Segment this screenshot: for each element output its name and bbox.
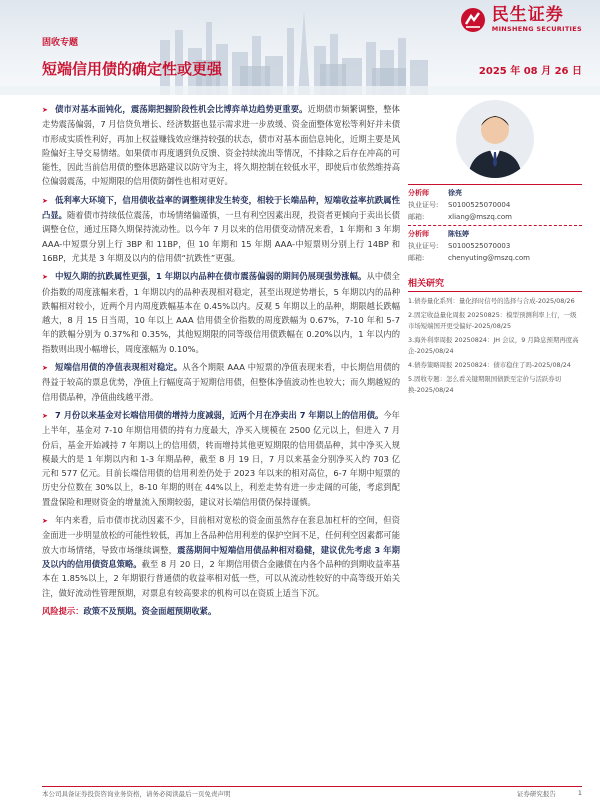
header-banner <box>0 0 600 95</box>
bullet-arrow-icon: ➤ <box>42 106 48 114</box>
bullet-arrow-icon: ➤ <box>42 364 48 373</box>
logo-cn-text: 民生证券 <box>491 5 564 25</box>
paragraph-6 <box>42 513 400 600</box>
bullet-arrow-icon: ➤ <box>42 273 48 282</box>
related-item[interactable]: 5.固收专题：怎么看关键期限国债跌至定价与活跃券切换-2025/08/24 <box>408 375 562 394</box>
risk-label: 风险提示： <box>42 605 84 616</box>
minsheng-logo <box>460 6 582 33</box>
analyst-2-role: 分析师 <box>408 230 429 238</box>
analyst-info <box>408 184 582 264</box>
related-research-list <box>408 296 582 396</box>
analyst-2-cert: S0100525070003 <box>448 242 511 250</box>
analyst-1-email[interactable]: xliang@mszq.com <box>448 213 512 221</box>
paragraph-4 <box>42 360 400 404</box>
analyst-1-cert-label: 执业证号: <box>408 201 439 209</box>
paragraph-4-text: 从各个期限 AAA 中短票的净值表现来看，中长期信用债的得益于较高的票息优势，净值上行幅度高于短期信用债，但整体净值波动性也较大；而久期越短的信用债品种，净值曲线越平滑。 <box>42 362 400 402</box>
analyst-1-email-label: 邮箱: <box>408 213 425 221</box>
footer-right <box>517 789 582 798</box>
paragraph-3 <box>42 269 400 356</box>
analyst-2-email[interactable]: chenyuting@mszq.com <box>448 254 530 262</box>
page-footer <box>42 786 582 800</box>
analyst-2-name: 陈钰婷 <box>448 230 469 238</box>
bullet-arrow-icon: ➤ <box>42 517 48 526</box>
report-date: 2025 年 08 月 26 日 <box>478 66 582 77</box>
risk-warning <box>42 604 400 618</box>
related-item[interactable]: 4.债券策略周报 20250824：债市稳住了吗-2025/08/24 <box>408 361 571 369</box>
series-label: 固收专题 <box>42 38 79 48</box>
analyst-1-name: 徐亮 <box>448 189 462 197</box>
analyst-1-role: 分析师 <box>408 189 429 197</box>
disclaimer-text: 本公司具备证券投资咨询业务资格，请务必阅读最后一页免责声明 <box>42 790 231 798</box>
paragraph-2-text: 随着债市持续低位震荡，市场情绪偏谨慎，一旦有利空因素出现，投资者更倾向于卖出长债调整仓位，通过压降久期保持流动性。以今年 7 月以来的信用债变动情况来看，1 年期和 3 年期 AAA-中短票分别上行 3BP 和 11BP，但 10 年期和 15 年期 AAA-中短票则分别上行 14BP 和 16BP，尤其是 3 年期及以内的信用债“抗跌性”更强。 <box>42 210 400 263</box>
page-number: 1 <box>577 789 582 797</box>
analyst-2-email-label: 邮箱: <box>408 254 425 262</box>
bullet-arrow-icon: ➤ <box>42 196 48 205</box>
paragraph-6-text-b: 截至 8 月 20 日，2 年期信用债合金融债在内各个品种的到期收益率基本在 1.85%以上，2 年期银行普通债的收益率相对低一些，可以从流动性较好的中高等级开始关注，做好流动性管理预期，对票息有较高要求的机构可以在资质上适当下沉。 <box>42 558 400 598</box>
paragraph-6-text-a: 年内来看，后市债市扰动因素不少，目前相对宽松的资金面虽然存在套息加杠杆的空间，但资金面进一步明显放松的可能性较低，再加上各品种信用利差的保护空间不足，任何利空因素都可能放大市场情绪，导致市场继续调整， <box>42 515 400 555</box>
paragraph-5-text: 今年上半年，基金对 7-10 年期信用债的持有力度最大，净买入规模在 2500 亿元以上，但进入 7 月份后，基金开始减持 7 年期以上的信用债，转而增持其他更短期限的信用债品种，其中净买入规模最大的是 1 年期以内和 1-3 年期品种，截至 8 月 19 日，7 月以来基金分别净买入约 703 亿元和 577 亿元。目前长端信用债的信用利差仍处于 2023 年以来的相对高位，6-7 年期中短票的历史分位数在 30%以上，8-10 年期的则在 44%以上，利差走势有进一步走阔的可能，考虑到配置盘保险和理财资金的增量流入预期较弱，建议对长端信用债仍保持谨慎。 <box>42 409 400 507</box>
paragraph-1 <box>42 102 400 189</box>
analyst-1 <box>408 184 582 223</box>
paragraph-2 <box>42 193 400 265</box>
paragraph-6-heading: 震荡期间中短端信用债品种相对稳健，建议优先考虑 3 年期及以内的信用债资息策略。 <box>42 544 400 569</box>
related-item[interactable]: 1.债券量化系列：量化择时信号的选择与合成-2025/08/26 <box>408 297 575 305</box>
report-type: 证券研究报告 <box>516 790 556 798</box>
paragraph-1-text: 近期债市频繁调整，整体走势震荡偏弱，7 月信贷负增长、经济数据也显示需求进一步放缓、资金面整体宽松等利好并未债市形成实质性利好，再加上权益赚钱效应继持较强的状态，债市对基本面信息钝化，近期主要是风险偏好主导交易情绪。如果债市再度遇到负反馈、资金持续流出等情况，不排除之后存在冲高的可能性，因此当前信用债的整体思路建议以防守为主，将久期控制在较低水平，即使后市依然维持高位偏弱震荡，中短期限的信用债防御性也相对更好。 <box>42 104 400 187</box>
analyst-2-cert-label: 执业证号: <box>408 242 439 250</box>
paragraph-5 <box>42 408 400 509</box>
paragraph-3-heading: 中短久期的抗跌属性更强，1 年期以内品种在债市震荡偏弱的期间仍展现强势涨幅。 <box>55 271 367 282</box>
related-item[interactable]: 3.海外利率周报 20250824：JH 会议，9 月降息预期再度高企-2025/08/24 <box>408 336 579 355</box>
sidebar <box>408 100 582 399</box>
paragraph-4-heading: 短端信用债的净值表现相对稳定。 <box>55 362 183 373</box>
related-research-title: 相关研究 <box>408 276 582 292</box>
paragraph-5-heading: 7 月份以来基金对长端信用债的增持力度减弱，近两个月在净卖出 7 年期以上的信用债。 <box>55 409 384 420</box>
bullet-arrow-icon: ➤ <box>42 411 48 420</box>
paragraph-1-heading: 债市对基本面钝化，震荡期把握阶段性机会比博弈单边趋势更重要。 <box>55 104 308 114</box>
paragraph-3-text: 从中债全价指数的周度涨幅来看，1 年期以内的品种表现相对稳定，甚至出现逆势增长，5 年期以内的品种跌幅相对较小，近两个月内周度跌幅基本在 0.45%以内。反观 5 年期以上的品种，期限越长跌幅越大，8 月 15 日当周，10 年以上 AAA 信用债全价指数的周度跌幅为 0.67%，7-10 年和 5-7 年的跌幅分别为 0.37%和 0.35%，其他短期限的同等级信用债跌幅在 0.20%以内，1 年以内的指数则出现小幅增长，周度涨幅为 0.10%。 <box>42 271 400 354</box>
analyst-1-cert: S0100525070004 <box>448 201 511 209</box>
paragraph-2-heading: 低利率大环境下，信用债收益率的调整规律发生转变，相较于长端品种，短端收益率抗跌属性凸显。 <box>42 194 400 221</box>
main-content <box>42 102 400 618</box>
risk-text: 政策不及预期。资金面超预期收紧。 <box>83 605 217 616</box>
analyst-photo <box>456 100 534 178</box>
analyst-2 <box>408 225 582 264</box>
logo-en-text: MINSHENG SECURITIES <box>491 25 582 33</box>
related-item[interactable]: 2.固定收益量化周报 20250825：模型预测利率上行，一级市场短端国开更受偏好-2025/08/25 <box>408 311 577 330</box>
analyst-avatar-icon <box>456 100 534 178</box>
minsheng-logo-icon <box>460 7 486 33</box>
report-title: 短端信用债的确定性或更强 <box>42 60 223 78</box>
